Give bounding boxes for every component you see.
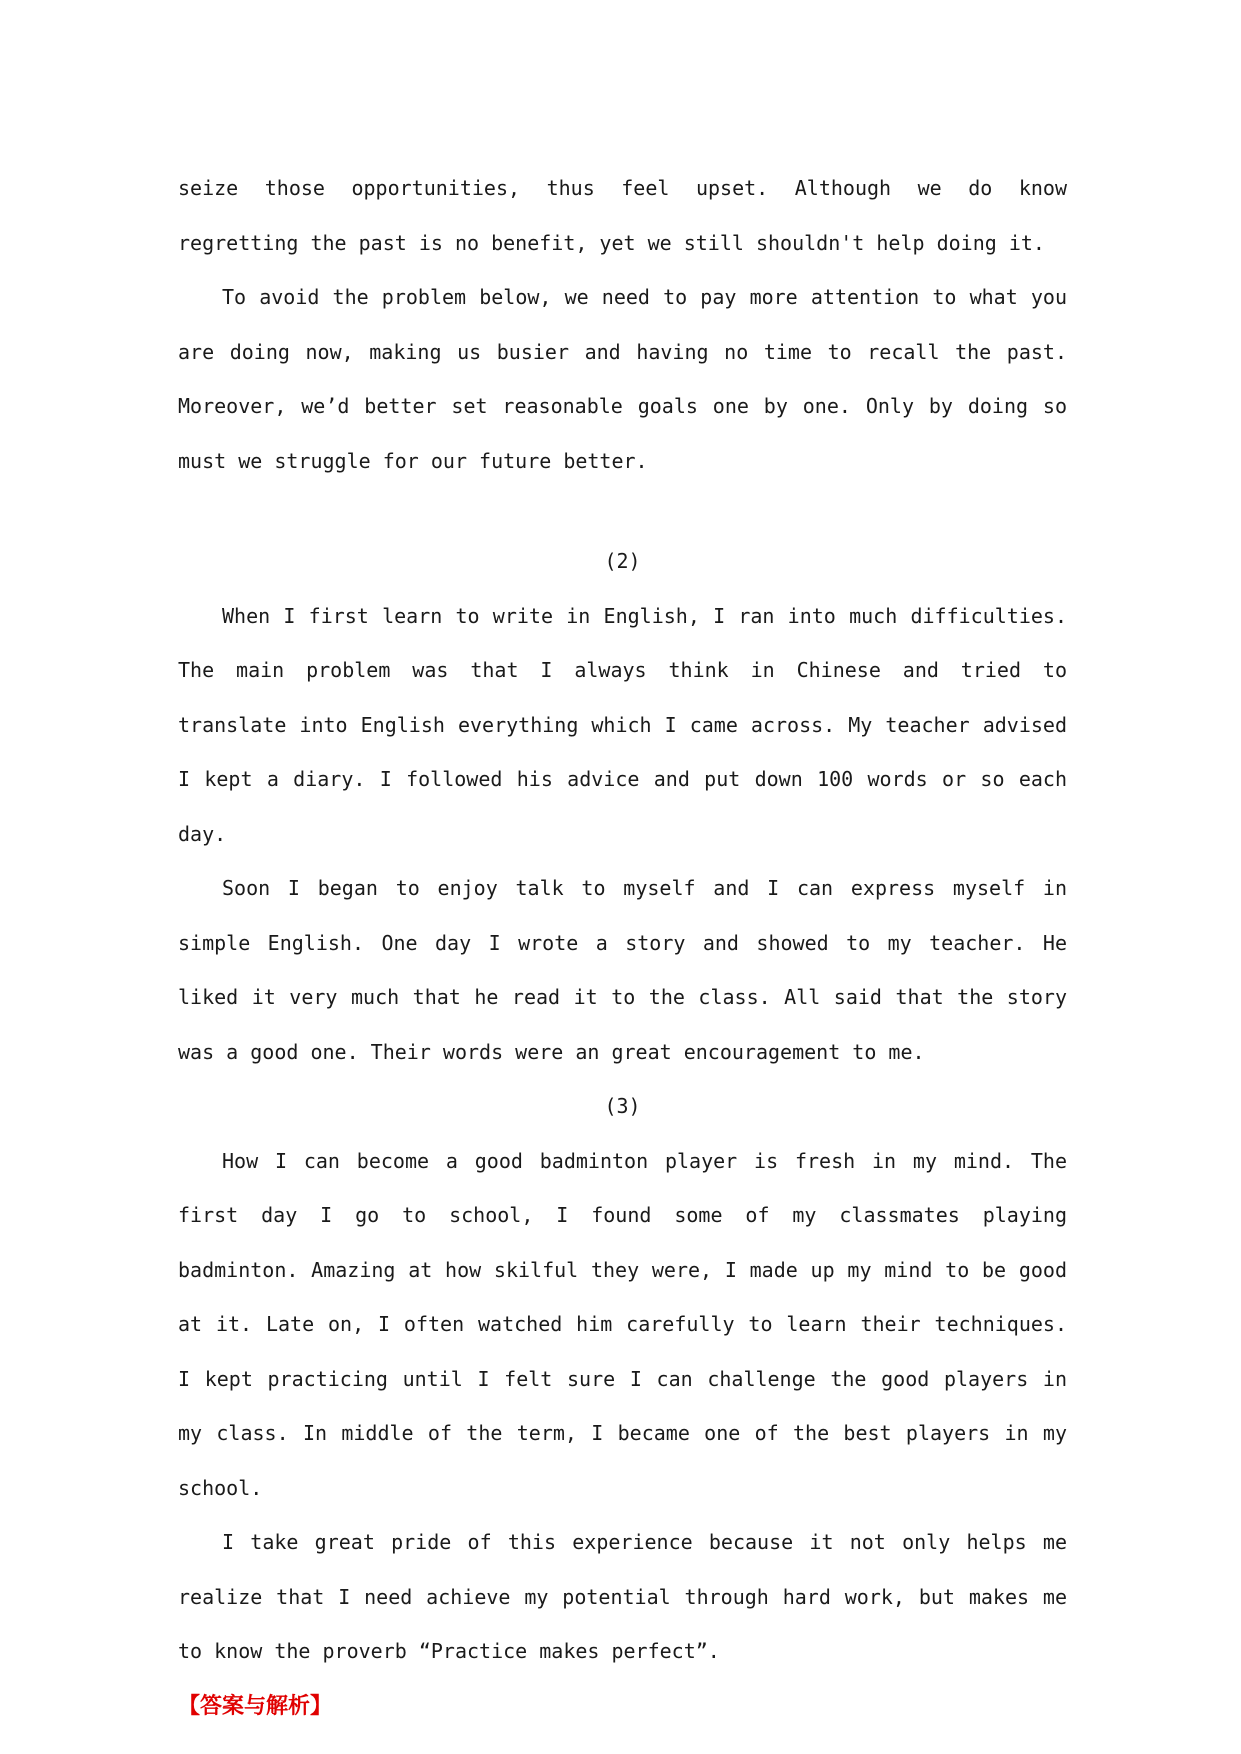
essay3-number: (3): [604, 1094, 641, 1118]
essay2-paragraph-2: Soon I began to enjoy talk to myself and I can express myself in simple English. One day I wrote a story and showed to my teacher. He liked it very much that he read it to the class. All said that the story was a good one. Their words were an great encouragement to me.: [178, 876, 1067, 1064]
essay1-paragraph-2: To avoid the problem below, we need to pay more attention to what you are doing now, making us busier and having no time to recall the past. Moreover, we’d better set reasonable goals one by one. Only by doing so must we struggle for our future better.: [178, 285, 1067, 473]
essay3-paragraph-2: I take great pride of this experience because it not only helps me realize that I need achieve my potential through hard work, but makes me to know the proverb “Practice makes perfect”.: [178, 1530, 1067, 1663]
answer-heading: 【答案与解析】: [178, 1692, 333, 1719]
essay3-paragraph-1: How I can become a good badminton player is fresh in my mind. The first day I go to school, I found some of my classmates playing badminton. Amazing at how skilful they were, I made up my mind to be good at it. Late on, I often watched him carefully to learn their techniques. I kept practicing until I felt sure I can challenge the good players in my class. In middle of the term, I became one of the best players in my school.: [178, 1148, 1067, 1500]
essay1-paragraph-1: seize those opportunities, thus feel upset. Although we do know regretting the past is no benefit, yet we still shouldn't help doing it.: [178, 176, 1067, 255]
document-content: [178, 161, 1067, 1733]
section-gap: [178, 488, 1067, 534]
essay2-paragraph-1: When I first learn to write in English, I ran into much difficulties. The main problem was that I always think in Chinese and tried to translate into English everything which I came across. My teacher advised I kept a diary. I followed his advice and put down 100 words or so each day.: [178, 603, 1067, 846]
essay2-number: (2): [604, 549, 641, 573]
